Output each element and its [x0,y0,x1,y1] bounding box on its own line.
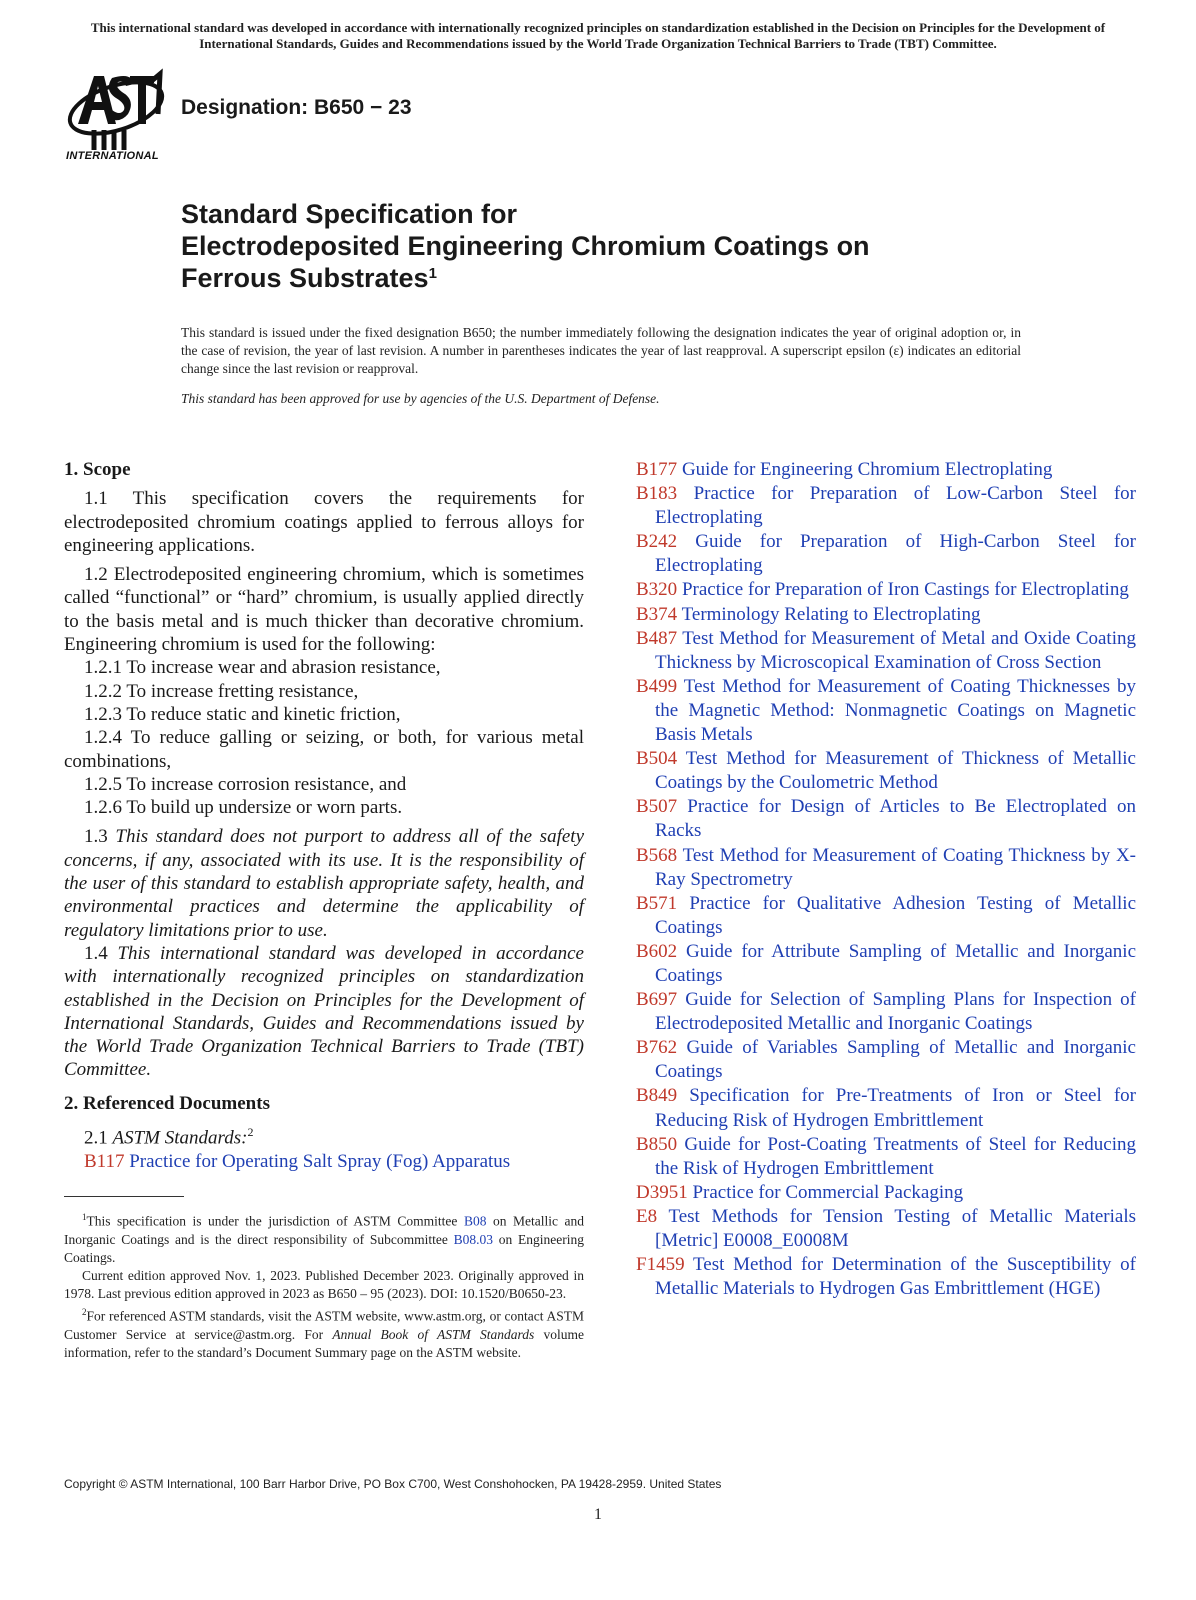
paragraph-1-4-text: This international standard was developed in accordance with internationally recognized principles on standardization established in the Decision on Principles for the Development of International Standards, Guides and Recommendations issued by the World Trade Organization Technical Barriers to Trade (TBT) Committee. [64,942,584,1081]
designation: Designation: B650 − 23 [181,96,412,119]
reference-code[interactable]: B117 [84,1150,125,1172]
reference-code[interactable]: B568 [636,844,678,866]
list-item: 1.2.5 To increase corrosion resistance, and [84,773,407,795]
reference-link-b571[interactable] [636,892,1136,940]
reference-link-b242[interactable] [636,530,1136,578]
reference-code[interactable]: B504 [636,748,678,770]
title-line-3 [181,262,1081,294]
right-column-references [636,458,1136,1301]
reference-title[interactable]: Practice for Qualitative Adhesion Testing of Metallic Coatings [655,892,1136,938]
footnote-2 [64,1303,584,1362]
title-line-1: Standard Specification for [181,199,518,229]
reference-title[interactable]: Guide for Preparation of High-Carbon Steel for Electroplating [655,531,1136,577]
reference-title[interactable]: Test Method for Measurement of Coating Thicknesses by the Magnetic Method: Nonmagnetic Coatings on Magnetic Basis Metals [655,675,1136,746]
scope-heading: 1. Scope [64,459,131,480]
reference-code[interactable]: F1459 [636,1254,685,1276]
reference-title[interactable]: Guide for Attribute Sampling of Metallic and Inorganic Coatings [655,940,1137,986]
reference-code[interactable]: B499 [636,675,678,697]
footnote-2-text-b: volume information, refer to the standard’s Document Summary page on the ASTM website. [64,1326,585,1360]
reference-link-b507[interactable] [636,795,1136,843]
reference-code[interactable]: B849 [636,1085,678,1107]
footnote-1-text-b: on Metallic and Inorganic Coatings and is the direct responsibility of Subcommittee [64,1213,585,1247]
reference-link-b602[interactable] [636,940,1136,988]
reference-code[interactable]: B183 [636,483,678,505]
reference-title[interactable]: Guide for Engineering Chromium Electroplating [681,459,1053,480]
footnote-1-text-a: This specification is under the jurisdiction of ASTM Committee [86,1213,458,1229]
subheading-label: ASTM Standards: [112,1127,248,1149]
subheading-number: 2.1 [84,1127,108,1149]
reference-title[interactable]: Test Method for Determination of the Susceptibility of Metallic Materials to Hydrogen Gas Embrittlement (HGE) [655,1254,1136,1300]
paragraph-1-4 [64,942,584,1082]
reference-title[interactable]: Practice for Operating Salt Spray (Fog) Apparatus [129,1150,511,1172]
list-item: 1.2.1 To increase wear and abrasion resistance, [84,657,441,679]
reference-title[interactable]: Test Method for Measurement of Metal and Oxide Coating Thickness by Microscopical Examination of Cross Section [655,627,1136,673]
paragraph-1-3-number: 1.3 [84,826,108,848]
paragraph-1-2: 1.2 Electrodeposited engineering chromium, which is sometimes called “functional” or “hard” chromium, is usually applied directly to the basis metal and is much thicker than decorative chromium. Engineering chromium is used for the following: [64,564,584,656]
reference-link-f1459[interactable] [636,1253,1136,1301]
reference-link-b487[interactable] [636,627,1136,675]
list-item: 1.2.3 To reduce static and kinetic friction, [84,703,401,725]
reference-link-b849[interactable] [636,1084,1136,1132]
reference-link-b568[interactable] [636,844,1136,892]
reference-title[interactable]: Terminology Relating to Electroplating [681,603,981,625]
paragraph-1-4-number: 1.4 [84,942,108,964]
reference-link-b320[interactable] [636,578,1136,602]
reference-title[interactable]: Guide for Post-Coating Treatments of Steel for Reducing the Risk of Hydrogen Embrittlement [655,1133,1136,1179]
reference-link-d3951[interactable] [636,1181,1136,1205]
reference-code[interactable]: B697 [636,989,678,1011]
page-number: 1 [594,1506,602,1523]
reference-title[interactable]: Guide for Selection of Sampling Plans for Inspection of Electrodeposited Metallic and Inorganic Coatings [655,989,1136,1035]
paragraph-1-1: 1.1 This specification covers the requirements for electrodeposited chromium coatings applied to ferrous alloys for engineering applications. [64,488,584,556]
reference-code[interactable]: B487 [636,627,678,649]
footnote-2-mark: 2 [82,1306,87,1317]
reference-link-b183[interactable] [636,482,1136,530]
copyright-notice: Copyright © ASTM International, 100 Barr Harbor Drive, PO Box C700, West Conshohocken, PA 19428-2959. United States [64,1477,722,1491]
reference-code[interactable]: B762 [636,1037,678,1059]
reference-link-b177[interactable] [636,458,1136,482]
subcommittee-link-b08-03[interactable]: B08.03 [453,1231,494,1247]
reference-code[interactable]: B602 [636,940,678,962]
reference-title[interactable]: Test Method for Measurement of Coating Thickness by X-Ray Spectrometry [655,844,1136,890]
reference-link-b504[interactable] [636,747,1136,795]
reference-title[interactable]: Test Methods for Tension Testing of Metallic Materials [Metric] E0008_E0008M [655,1205,1136,1251]
reference-link-b762[interactable] [636,1036,1136,1084]
footnote-1-edition: Current edition approved Nov. 1, 2023. Published December 2023. Originally approved in 1978. Last previous edition approved in 2023 as B650 – 95 (2023). DOI: 10.1520/B0650-23. [64,1267,584,1301]
reference-link-b374[interactable] [636,603,1136,627]
logo-caption: INTERNATIONAL [66,150,159,162]
footnote-divider [64,1196,184,1197]
reference-code[interactable]: B242 [636,531,678,553]
title-line-3-text: Ferrous Substrates [181,263,429,293]
left-column [64,458,584,1173]
reference-code[interactable]: B571 [636,892,678,914]
footnotes [64,1208,584,1362]
reference-title[interactable]: Test Method for Measurement of Thickness of Metallic Coatings by the Coulometric Method [655,748,1136,794]
paragraph-1-3-text: This standard does not purport to address all of the safety concerns, if any, associated with its use. It is the responsibility of the user of this standard to establish appropriate safety, health, and environmental practices and determine the applicability of regulatory limitations prior to use. [64,826,584,941]
reference-title[interactable]: Guide of Variables Sampling of Metallic and Inorganic Coatings [655,1037,1136,1083]
committee-link-b08[interactable]: B08 [463,1213,487,1229]
paragraph-1-3 [64,825,584,941]
astm-standards-subheading [64,1121,584,1150]
footnote-1-mark: 1 [82,1212,87,1222]
reference-link-b117[interactable] [64,1150,584,1173]
reference-title[interactable]: Practice for Preparation of Low-Carbon Steel for Electroplating [655,483,1136,529]
title-footnote-mark: 1 [428,265,437,282]
reference-code[interactable]: E8 [636,1205,658,1227]
footnote-1 [64,1208,584,1267]
astm-logo-mark [64,68,168,152]
list-item: 1.2.6 To build up undersize or worn parts. [84,797,403,819]
document-title [181,198,1081,294]
dod-approval-note: This standard has been approved for use by agencies of the U.S. Department of Defense. [181,391,660,406]
footnote-2-book-title: Annual Book of ASTM Standards [332,1326,535,1342]
reference-link-e8[interactable] [636,1205,1136,1253]
footnote-1-text-c: on Engineering Coatings. [64,1231,585,1265]
reference-link-b850[interactable] [636,1133,1136,1181]
top-notice: This international standard was developed in accordance with internationally recognized principles on standardization established in the Decision on Principles for the Development of International Standards, Guides and Recommendations issued by the World Trade Organization Technical Barriers to Trade (TBT) Committee. [90,20,1106,51]
reference-code[interactable]: B320 [636,579,678,601]
reference-code[interactable]: D3951 [636,1181,688,1203]
reference-code[interactable]: B507 [636,796,678,818]
reference-title[interactable]: Practice for Preparation of Iron Castings for Electroplating [681,579,1129,601]
reference-link-b697[interactable] [636,988,1136,1036]
footnote-2-text-a: For referenced ASTM standards, visit the ASTM website, www.astm.org, or contact ASTM Customer Service at service@astm.org. For [64,1308,584,1342]
reference-link-b499[interactable] [636,675,1136,747]
reference-title[interactable]: Specification for Pre-Treatments of Iron or Steel for Reducing Risk of Hydrogen Embrittlement [655,1085,1136,1131]
list-item: 1.2.2 To increase fretting resistance, [84,680,359,702]
issuance-statement: This standard is issued under the fixed designation B650; the number immediately following the designation indicates the year of original adoption or, in the case of revision, the year of last revision. A number in parentheses indicates the year of last reapproval. A superscript epsilon (ε) indicates an editorial change since the last revision or reapproval. [181,325,1021,376]
reference-title[interactable]: Practice for Design of Articles to Be Electroplated on Racks [655,796,1136,842]
reference-title[interactable]: Practice for Commercial Packaging [692,1181,964,1203]
reference-code[interactable]: B177 [636,459,678,480]
subheading-footnote-mark: 2 [247,1125,254,1140]
reference-code[interactable]: B374 [636,603,678,625]
referenced-documents-heading: 2. Referenced Documents [64,1092,270,1114]
title-line-2: Electrodeposited Engineering Chromium Coatings on [181,231,870,261]
reference-code[interactable]: B850 [636,1133,678,1155]
list-item: 1.2.4 To reduce galling or seizing, or both, for various metal combinations, [64,727,584,772]
